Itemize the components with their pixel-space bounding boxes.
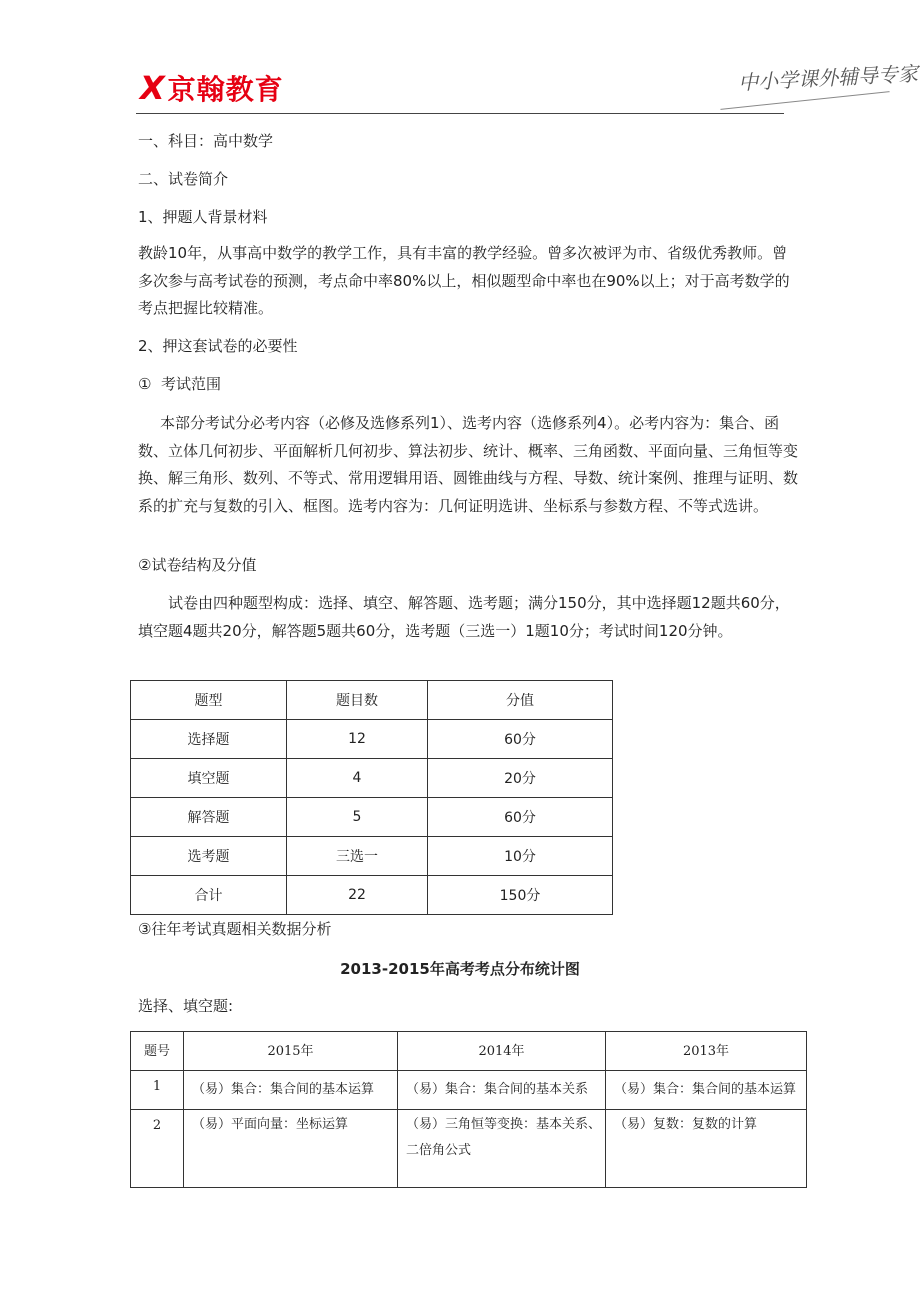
analysis-heading: ③往年考试真题相关数据分析: [138, 920, 332, 938]
cell: 选考题: [131, 837, 287, 876]
cell: 2: [131, 1110, 184, 1188]
cell: （易）集合：集合间的基本关系: [398, 1071, 606, 1110]
table-row: [131, 1071, 807, 1110]
cell: （易）集合：集合间的基本运算: [184, 1071, 398, 1110]
logo-runner-icon: X: [140, 69, 166, 107]
subject-line: 一、科目：高中数学: [138, 132, 274, 150]
cell: 选择题: [131, 720, 287, 759]
header-cell: 题目数: [287, 681, 428, 720]
table-header-row: [131, 681, 613, 720]
header-cell: 2014年: [398, 1032, 606, 1071]
jinghan-logo: [140, 68, 284, 108]
cell: （易）集合：集合间的基本运算: [606, 1071, 807, 1110]
chart-title: 2013-2015年高考考点分布统计图: [340, 960, 580, 978]
table-row: [131, 798, 613, 837]
cell: 5: [287, 798, 428, 837]
cell: 22: [287, 876, 428, 915]
header-divider: [136, 113, 784, 114]
table-row: [131, 759, 613, 798]
cell: （易）复数：复数的计算: [606, 1110, 807, 1188]
cell: 三选一: [287, 837, 428, 876]
cell: 60分: [428, 798, 613, 837]
header-cell: 题型: [131, 681, 287, 720]
cell: （易）三角恒等变换：基本关系、二倍角公式: [398, 1110, 606, 1188]
background-heading: 1、押题人背景材料: [138, 208, 268, 226]
cell: 合计: [131, 876, 287, 915]
cell: 解答题: [131, 798, 287, 837]
necessity-heading: 2、押这套试卷的必要性: [138, 337, 298, 355]
header-cell: 分值: [428, 681, 613, 720]
background-paragraph: 教龄10年，从事高中数学的教学工作，具有丰富的教学经验。曾多次被评为市、省级优秀教师。曾多次参与高考试卷的预测，考点命中率80%以上，相似题型命中率也在90%以上；对于高考数学的考点把握比较精准。: [138, 244, 790, 317]
cell: 10分: [428, 837, 613, 876]
scope-paragraph: 本部分考试分必考内容（必修及选修系列1）、选考内容（选修系列4）。必考内容为：集合、函数、立体几何初步、平面解析几何初步、算法初步、统计、概率、三角函数、平面向量、三角恒等变换、解三角形、数列、不等式、常用逻辑用语、圆锥曲线与方程、导数、统计案例、推理与证明、数系的扩充与复数的引入、框图。选考内容为：几何证明选讲、坐标系与参数方程、不等式选讲。: [138, 414, 799, 515]
header-cell: 题号: [131, 1032, 184, 1071]
choice-fill-heading: 选择、填空题:: [138, 997, 234, 1015]
intro-heading: 二、试卷简介: [138, 170, 229, 188]
cell: 150分: [428, 876, 613, 915]
cell: 60分: [428, 720, 613, 759]
table-row: [131, 720, 613, 759]
table-row: [131, 876, 613, 915]
structure-paragraph: 试卷由四种题型构成：选择、填空、解答题、选考题；满分150分，其中选择题12题共60分，填空题4题共20分，解答题5题共60分，选考题（三选一）1题10分；考试时间120分钟。: [138, 594, 790, 640]
score-table: [130, 680, 613, 915]
header-cell: 2013年: [606, 1032, 807, 1071]
exam-points-table: [130, 1031, 807, 1188]
logo-text: 京翰教育: [167, 73, 284, 106]
header-cell: 2015年: [184, 1032, 398, 1071]
cell: （易）平面向量：坐标运算: [184, 1110, 398, 1188]
cell: 1: [131, 1071, 184, 1110]
cell: 12: [287, 720, 428, 759]
cell: 20分: [428, 759, 613, 798]
structure-heading: ②试卷结构及分值: [138, 556, 257, 574]
scope-heading: ① 考试范围: [138, 375, 221, 393]
slogan: 中小学课外辅导专家: [737, 61, 919, 95]
cell: 4: [287, 759, 428, 798]
cell: 填空题: [131, 759, 287, 798]
table-row: [131, 837, 613, 876]
table-row: [131, 1110, 807, 1188]
table-header-row: [131, 1032, 807, 1071]
